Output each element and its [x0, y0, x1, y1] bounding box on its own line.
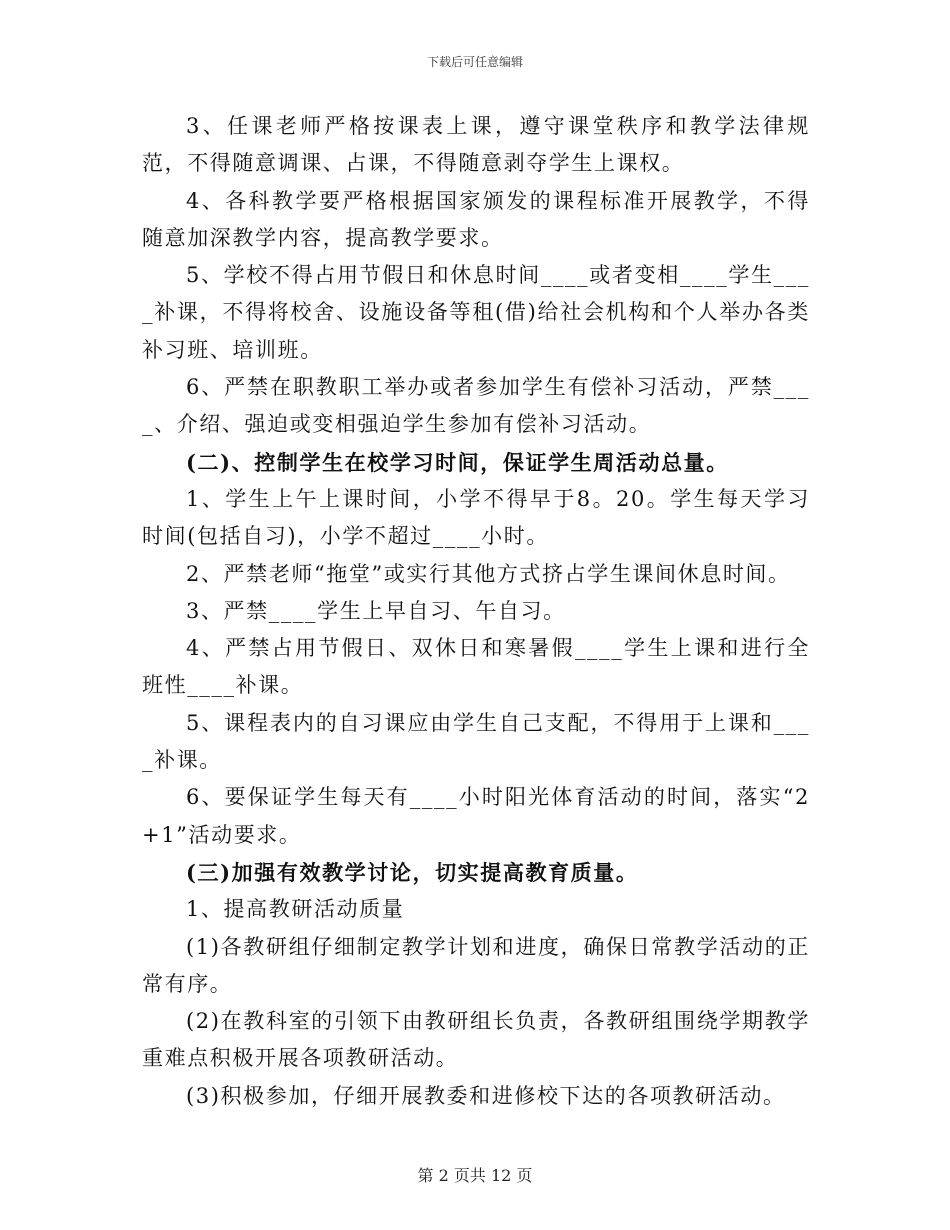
page-footer: 第 2 页共 12 页 — [417, 1166, 533, 1185]
page-header: 下载后可任意编辑 — [426, 55, 523, 69]
paragraph: 6、要保证学生每天有____小时阳光体育活动的时间，落实“2+1”活动要求。 — [142, 785, 810, 847]
paragraph: 2、严禁老师“拖堂”或实行其他方式挤占学生课间休息时间。 — [186, 561, 791, 586]
paragraph: (1)各教研组仔细制定教学计划和进度，确保日常教学活动的正常有序。 — [142, 934, 810, 996]
paragraph: 4、严禁占用节假日、双休日和寒暑假____学生上课和进行全班性____补课。 — [142, 636, 810, 698]
section-heading: (二)、控制学生在校学习时间，保证学生周活动总量。 — [186, 449, 729, 475]
paragraph: 6、严禁在职教职工举办或者参加学生有偿补习活动，严禁____、介绍、强迫或变相强迫学生参加有偿补习活动。 — [142, 375, 810, 437]
paragraph: 5、课程表内的自习课应由学生自己支配，不得用于上课和____补课。 — [142, 710, 810, 773]
paragraph: (3)积极参加，仔细开展教委和进修校下达的各项教研活动。 — [186, 1083, 786, 1108]
paragraph: 4、各科教学要严格根据国家颁发的课程标准开展教学，不得随意加深教学内容，提高教学要求。 — [142, 188, 810, 250]
paragraph: 3、任课老师严格按课表上课，遵守课堂秩序和教学法律规范，不得随意调课、占课，不得随意剥夺学生上课权。 — [142, 114, 810, 176]
section-heading: (三)加强有效教学讨论，切实提高教育质量。 — [186, 859, 639, 885]
paragraph: 5、学校不得占用节假日和休息时间____或者变相____学生____补课，不得将校舍、设施设备等租(借)给社会机构和个人举办各类补习班、培训班。 — [142, 263, 810, 362]
paragraph: (2)在教科室的引领下由教研组长负责，各教研组围绕学期教学重难点积极开展各项教研活动。 — [142, 1009, 810, 1071]
document-body — [142, 108, 810, 1115]
paragraph: 1、提高教研活动质量 — [186, 897, 405, 922]
paragraph: 3、严禁____学生上早自习、午自习。 — [186, 598, 566, 623]
paragraph: 1、学生上午上课时间，小学不得早于8。20。学生每天学习时间(包括自习)，小学不超过____小时。 — [142, 486, 810, 549]
